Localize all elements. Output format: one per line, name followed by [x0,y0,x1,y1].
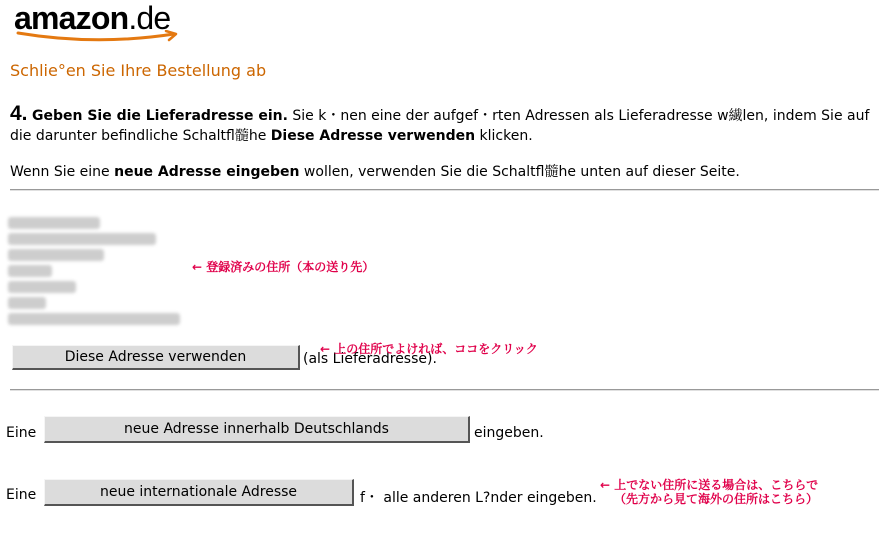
logo-text-main: amazon [14,0,129,36]
international-prefix: Eine [6,487,37,503]
saved-address-blurred [8,217,198,345]
address-line [8,249,104,261]
international-suffix: f・ alle anderen L?nder eingeben. [360,490,597,506]
new-address-hint [10,162,884,182]
logo-smile-icon [16,30,181,44]
international-annotation-line1: ← 上でない住所に送る場合は、こちらで [600,478,819,492]
address-line [8,313,180,325]
domestic-suffix: eingeben. [474,425,544,441]
new-international-address-button[interactable]: neue internationale Adresse [44,479,354,506]
step-text-part1: Sie k・nen eine der aufgef・rten Adressen als Lieferadresse w繊len, indem Sie auf die darunter befindliche Schaltfl髓he [10,108,870,144]
step-number: 4. [10,102,28,125]
hint-before: Wenn Sie eine [10,164,115,180]
step-text-part2: klicken. [475,128,533,144]
address-line [8,233,156,245]
new-domestic-address-button[interactable]: neue Adresse innerhalb Deutschlands [44,416,470,443]
page-subtitle: Schlie°en Sie Ihre Bestellung ab [10,61,267,80]
international-annotation-line2: （先方から見て海外の住所はこちら） [614,492,819,506]
hint-after: wollen, verwenden Sie die Schaltfl髓he unten auf dieser Seite. [299,164,740,180]
step-heading: Geben Sie die Lieferadresse ein. [31,108,288,124]
hint-bold: neue Adresse eingeben [114,164,300,180]
use-this-address-button[interactable]: Diese Adresse verwenden [12,345,300,370]
address-line [8,297,46,309]
saved-address-annotation: ← 登録済みの住所（本の送り先） [192,260,375,274]
address-line [8,265,52,277]
amazon-logo[interactable] [14,0,194,46]
use-address-annotation: ← 上の住所でよければ、ココをクリック [320,342,538,356]
address-line [8,281,76,293]
domestic-prefix: Eine [6,425,37,441]
step-text-bold: Diese Adresse verwenden [270,128,476,144]
use-address-suffix: (als Lieferadresse). [303,351,437,367]
step-instructions [10,104,884,146]
address-line [8,217,100,229]
divider-top [10,189,879,191]
logo-text-tld: .de [128,0,171,36]
divider-middle [10,389,879,391]
